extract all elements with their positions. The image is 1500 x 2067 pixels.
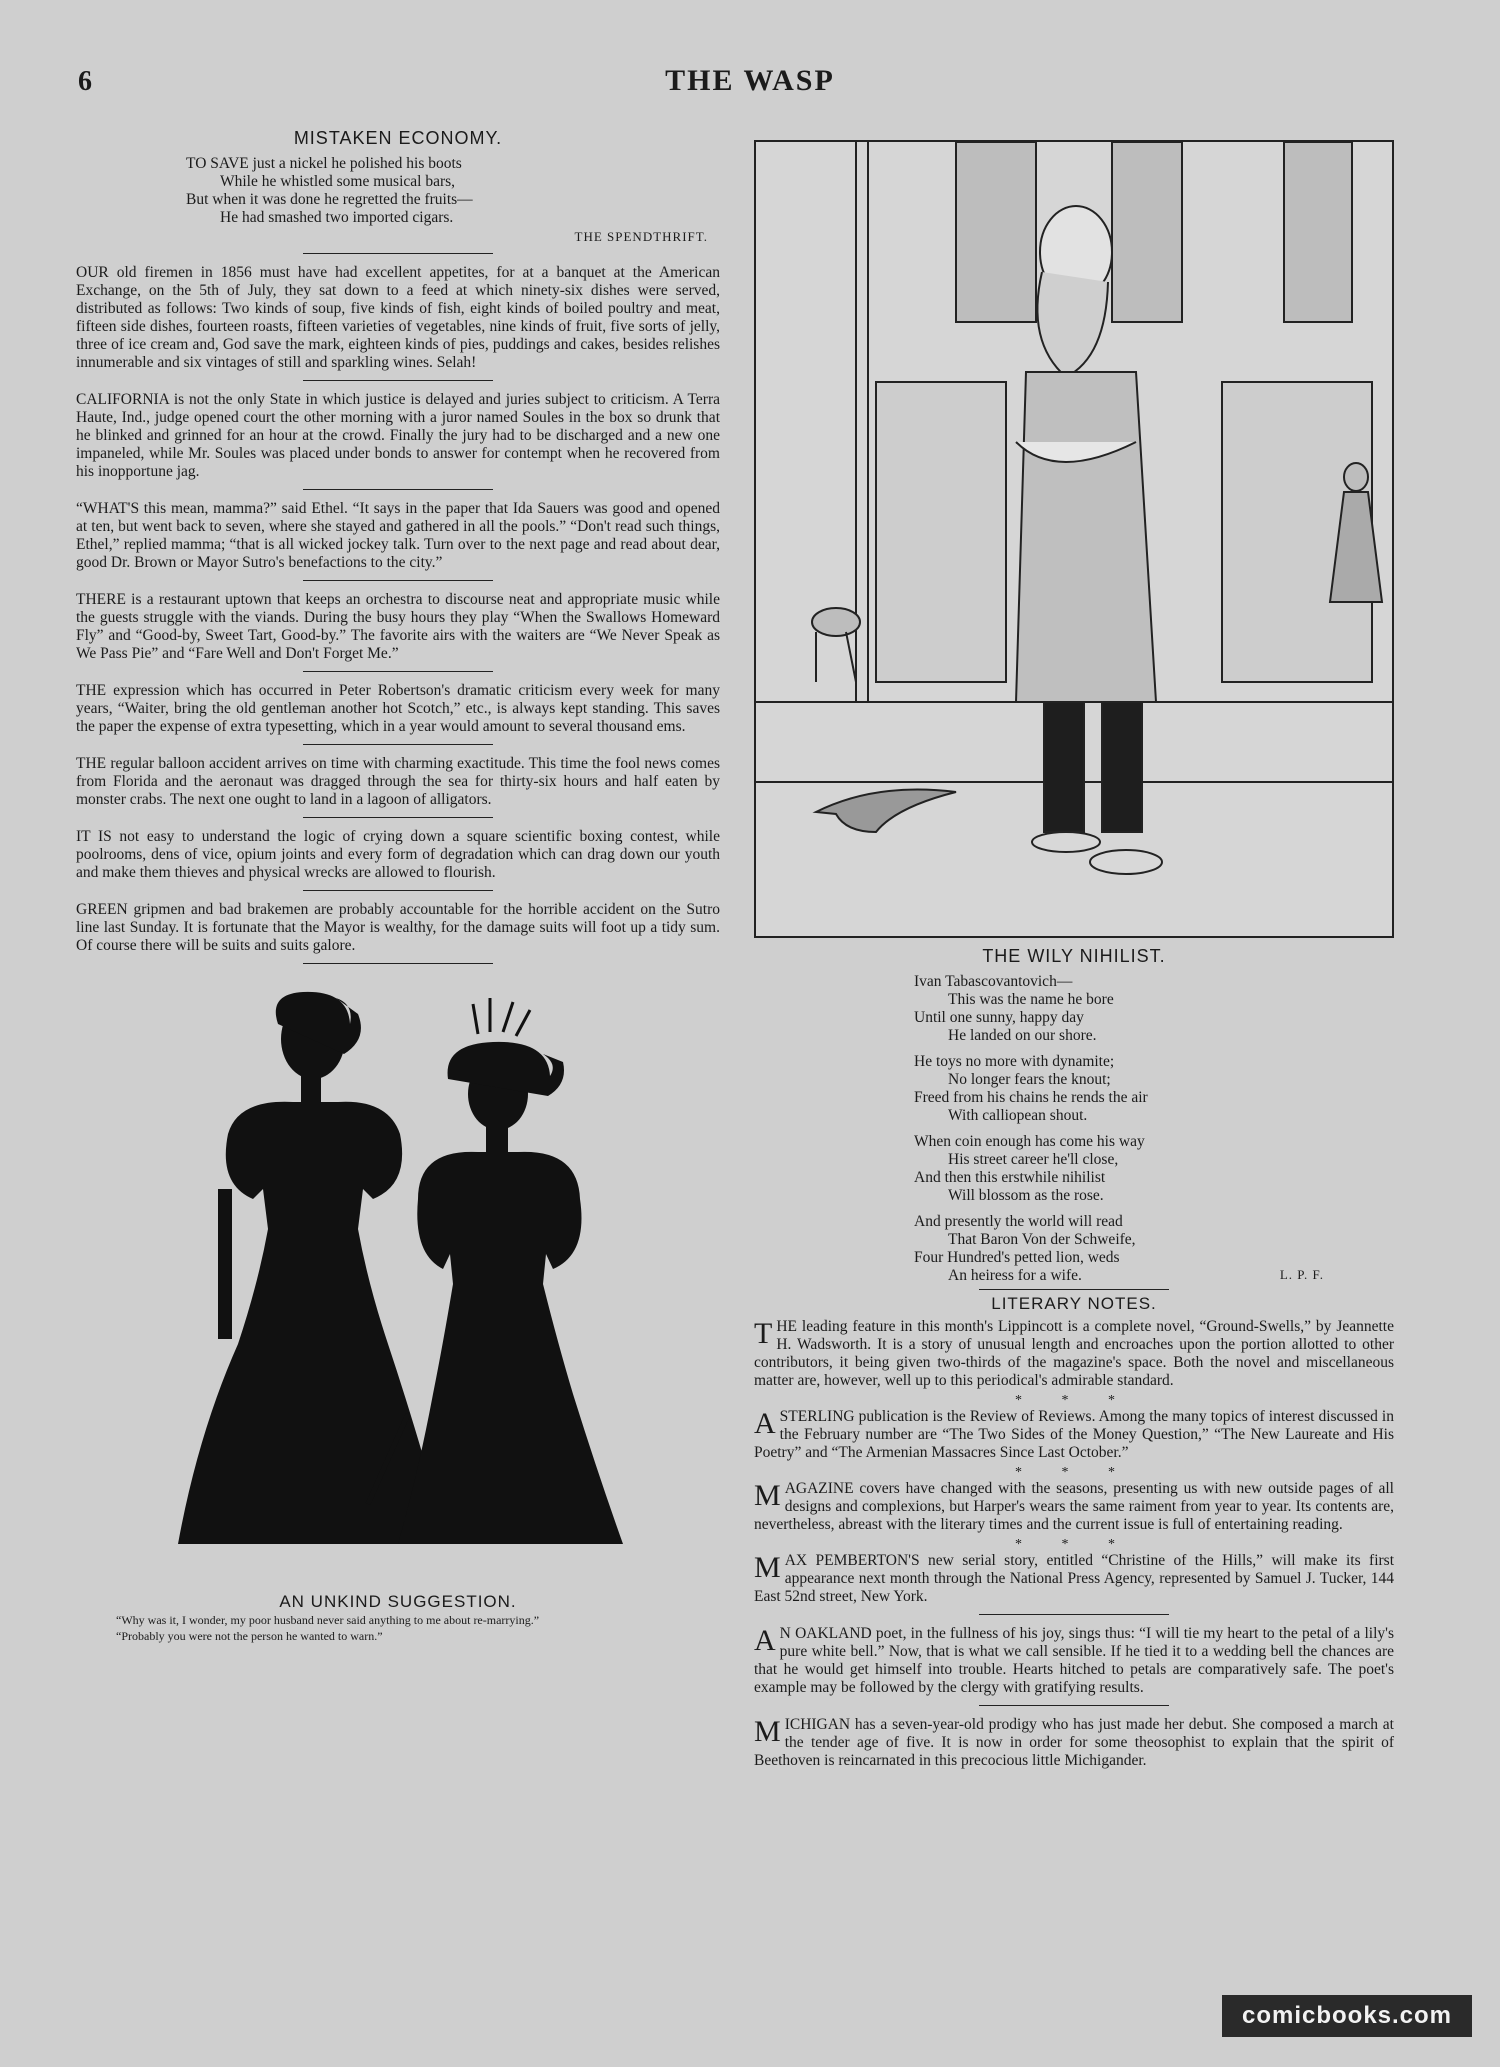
two-ladies-silhouette: [118, 984, 678, 1584]
paragraph-balloon: THE regular balloon accident arrives on time with charming exactitude. This time the fool news comes from Florida and the aeronaut was dragged through the sea for thirty-six hours and half eaten by monster crabs. The next one ought to land in a lagoon of alligators.: [76, 755, 720, 808]
divider: [979, 1289, 1169, 1290]
right-column: [754, 140, 1394, 1770]
paragraph-california: CALIFORNIA is not the only State in which justice is delayed and juries subject to criticism. A Terra Haute, Ind., judge opened court the other morning with a juror named Soules in the box so drunk that he blinked and grinned for an hour at the crowd. Finally the jury had to be discharged and a new one impaneled, while Mr. Soules was placed under bonds to answer for contempt when he recovered from his inopportune jag.: [76, 391, 720, 480]
paragraph-ethel: “WHAT'S this mean, mamma?” said Ethel. “It says in the paper that Ida Sauers was good and opened at ten, but went back to seven, where she stayed and gathered in all the pools.” “Don't read such things, Ethel,” replied mamma; “that is all wicked jockey talk. Turn over to the next page and read about dear, good Dr. Brown or Mayor Sutro's benefactions to the city.”: [76, 500, 720, 571]
literary-note: A STERLING publication is the Review of Reviews. Among the many topics of interest discussed in the February number are “The Two Sides of the Money Question,” “The New Laureate and His Poetry” and “The Armenian Massacres Since Last October.”: [754, 1407, 1394, 1461]
poem-line: When coin enough has come his way: [914, 1133, 1145, 1150]
poem-line: And presently the world will read: [914, 1213, 1123, 1230]
left-column: [76, 128, 720, 1644]
poem-line: Will blossom as the rose.: [948, 1187, 1104, 1204]
divider: [303, 963, 493, 964]
divider: [303, 890, 493, 891]
illustration-caption: “Probably you were not the person he wanted to warn.”: [116, 1629, 383, 1643]
divider: [979, 1705, 1169, 1706]
illustration-caption: “Why was it, I wonder, my poor husband never said anything to me about re-marrying.”: [116, 1613, 540, 1627]
divider: [303, 253, 493, 254]
poem-line: He landed on our shore.: [948, 1027, 1097, 1044]
poem-line: Four Hundred's petted lion, weds: [914, 1249, 1120, 1266]
poem-line: With calliopean shout.: [948, 1107, 1088, 1124]
poem-signature: THE SPENDTHRIFT.: [574, 229, 708, 244]
poem-line: He had smashed two imported cigars.: [220, 209, 454, 226]
poem-signature: L. P. F.: [1279, 1267, 1324, 1282]
literary-note: MAGAZINE covers have changed with the seasons, presenting us with new outside pages of all designs and complexions, but Harper's wears the same raiment from year to year. Its contents are, nevertheless, abreast with the literary times and the current issue is full of entertaining reading.: [754, 1479, 1394, 1533]
poem-wily-nihilist: [754, 973, 1394, 1285]
section-title: LITERARY NOTES.: [991, 1294, 1157, 1313]
poem-line: Ivan Tabascovantovich—: [914, 973, 1073, 990]
poem-line: No longer fears the knout;: [948, 1071, 1111, 1088]
paragraph-boxing: IT IS not easy to understand the logic of crying down a square scientific boxing contest, while poolrooms, dens of vice, opium joints and every form of degradation which can drag down our youth and make them thieves and physical wrecks are allowed to flourish.: [76, 828, 720, 881]
paragraph-gripmen: GREEN gripmen and bad brakemen are probably accountable for the horrible accident on the Sutro line last Sunday. It is fortunate that the Mayor is wealthy, for the damage suits will foot up a tidy sum. Of course there will be suits and suits galore.: [76, 901, 720, 954]
paragraph-firemen: OUR old firemen in 1856 must have had excellent appetites, for at a banquet at the American Exchange, on the 5th of July, they sat down to a feed at which ninety-six dishes were served, distributed as follows: Two kinds of soup, five kinds of fish, eight kinds of boiled poultry and meat, fifteen side dishes, fourteen roasts, fifteen varieties of vegetables, nine kinds of fruit, five sorts of jelly, three of ice cream and, God save the mark, eighteen kinds of pies, puddings and cakes, besides relishes innumerable and six vintages of still and sparkling wines. Selah!: [76, 264, 720, 371]
poem-mistaken-economy: [76, 155, 720, 227]
paragraph-expression: THE expression which has occurred in Peter Robertson's dramatic criticism every week for many years, “Waiter, bring the old gentleman another hot Scotch,” etc., is always kept standing. This saves the paper the expense of extra typesetting, which in a year would amount to several thousand ems.: [76, 682, 720, 735]
poem-line: TO SAVE just a nickel he polished his boots: [186, 155, 462, 172]
poem-title: MISTAKEN ECONOMY.: [293, 128, 503, 148]
poem-line: His street career he'll close,: [948, 1151, 1119, 1168]
poem-line: Until one sunny, happy day: [914, 1009, 1084, 1026]
poem-line: Freed from his chains he rends the air: [914, 1089, 1148, 1106]
divider: [303, 744, 493, 745]
poem-line: But when it was done he regretted the fruits—: [186, 191, 473, 208]
page-number: 6: [78, 66, 92, 97]
divider: [303, 580, 493, 581]
poem-line: And then this erstwhile nihilist: [914, 1169, 1106, 1186]
nihilist-cartoon: [756, 142, 1392, 936]
divider: [979, 1614, 1169, 1615]
literary-note: A N OAKLAND poet, in the fullness of his joy, sings thus: “I will tie my heart to the petal of a lily's pure white bell.” Now, that is what we call sensible. If he tied it to a wedding bell the chances are that he would get himself into trouble. Hearts hitched to petals are comparatively safe. The poet's example may be followed by the clergy with gratifying results.: [754, 1624, 1394, 1696]
poem-line: This was the name he bore: [948, 991, 1114, 1008]
divider: [303, 380, 493, 381]
section-stars: * * *: [1015, 1465, 1133, 1480]
poem-line: He toys no more with dynamite;: [914, 1053, 1115, 1070]
divider: [303, 671, 493, 672]
poem-line: An heiress for a wife.: [948, 1267, 1082, 1284]
section-stars: * * *: [1015, 1537, 1133, 1552]
watermark: comicbooks.com: [1222, 1995, 1472, 2037]
masthead: THE WASP: [665, 64, 835, 97]
literary-note: MICHIGAN has a seven-year-old prodigy who has just made her debut. She composed a march at the tender age of five. It is now in order for some theosophist to explain that the spirit of Beethoven is reincarnated in this precocious little Michigander.: [754, 1715, 1394, 1769]
paragraph-restaurant: THERE is a restaurant uptown that keeps an orchestra to discourse neat and appropriate music while the guests struggle with the viands. During the busy hours they play “When the Swallows Homeward Fly” and “Good-by, Sweet Tart, Good-by.” The favorite airs with the waiters are “We Never Speak as We Pass Pie” and “Fare Well and Don't Forget Me.”: [76, 591, 720, 662]
illustration-title: AN UNKIND SUGGESTION.: [279, 1592, 517, 1611]
poem-title: THE WILY NIHILIST.: [982, 946, 1166, 966]
silhouette-illustration: [118, 984, 678, 1584]
divider: [303, 817, 493, 818]
divider: [303, 489, 493, 490]
section-stars: * * *: [1015, 1393, 1133, 1408]
cartoon-illustration: [754, 140, 1394, 938]
literary-note: THE leading feature in this month's Lippincott is a complete novel, “Ground-Swells,” by Jeannette H. Wadsworth. It is a story of unusual length and encroaches upon the portion allotted to other contributors, it being given two-thirds of the magazine's space. Both the novel and miscellaneous matter are, however, well up to this periodical's admirable standard.: [754, 1317, 1394, 1389]
poem-line: That Baron Von der Schweife,: [948, 1231, 1136, 1248]
literary-note: MAX PEMBERTON'S new serial story, entitled “Christine of the Hills,” will make its first appearance next month through the National Press Agency, represented by Samuel J. Tucker, 144 East 52nd street, New York.: [754, 1551, 1394, 1605]
poem-line: While he whistled some musical bars,: [220, 173, 456, 190]
